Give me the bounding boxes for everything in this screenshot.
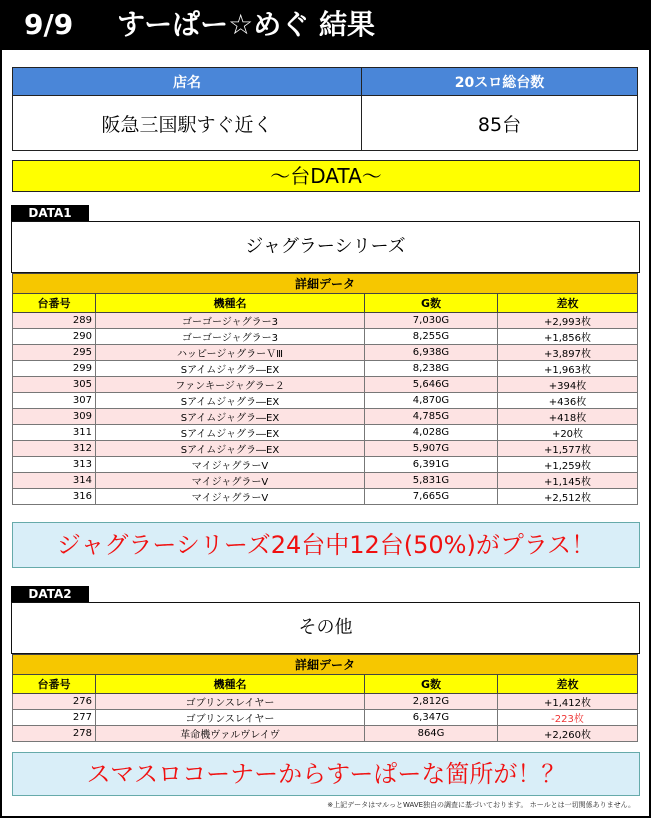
disclaimer-note: ※上記データはマルっとWAVE独自の調査に基づいております。 ホールとは一切関係ありません。: [327, 801, 635, 809]
column-header-machine: 機種名: [96, 294, 365, 313]
machine-name: マイジャグラーV: [96, 457, 365, 473]
machine-name: マイジャグラーV: [96, 489, 365, 505]
game-count: 864G: [365, 726, 498, 742]
table-row: [13, 409, 638, 425]
game-count: 8,238G: [365, 361, 498, 377]
table-row: [13, 425, 638, 441]
coin-difference: +1,412枚: [498, 694, 638, 710]
machine-number: 277: [13, 710, 96, 726]
coin-difference: +3,897枚: [498, 345, 638, 361]
table-row: [13, 393, 638, 409]
data-banner: ～台DATA～: [12, 160, 640, 192]
machine-number: 276: [13, 694, 96, 710]
machine-count-header: 20スロ総台数: [362, 68, 638, 96]
coin-difference: +2,260枚: [498, 726, 638, 742]
machine-name: Sアイムジャグラ―EX: [96, 441, 365, 457]
coin-difference: +2,512枚: [498, 489, 638, 505]
column-header-difference: 差枚: [498, 675, 638, 694]
machine-count: 85台: [362, 96, 638, 151]
store-name-header: 店名: [13, 68, 362, 96]
data1-caption: 詳細データ: [13, 274, 638, 294]
game-count: 4,028G: [365, 425, 498, 441]
machine-name: ゴーゴージャグラー3: [96, 313, 365, 329]
data2-detail-table: [12, 654, 638, 742]
coin-difference: +1,963枚: [498, 361, 638, 377]
machine-number: 278: [13, 726, 96, 742]
machine-name: Sアイムジャグラ―EX: [96, 393, 365, 409]
table-row: [13, 726, 638, 742]
table-row: [13, 345, 638, 361]
store-info-table: [12, 67, 638, 151]
machine-number: 316: [13, 489, 96, 505]
machine-number: 313: [13, 457, 96, 473]
data1-rows: [13, 313, 638, 505]
table-row: [13, 694, 638, 710]
machine-name: Sアイムジャグラ―EX: [96, 361, 365, 377]
machine-name: 革命機ヴァルヴレイヴ: [96, 726, 365, 742]
table-row: [13, 313, 638, 329]
game-count: 5,646G: [365, 377, 498, 393]
coin-difference: +1,259枚: [498, 457, 638, 473]
machine-name: ハッピージャグラーＶⅢ: [96, 345, 365, 361]
column-header-games: G数: [365, 294, 498, 313]
table-row: [13, 377, 638, 393]
column-header-machine: 機種名: [96, 675, 365, 694]
title-date: 9/9: [24, 8, 74, 41]
game-count: 6,391G: [365, 457, 498, 473]
table-row: [13, 329, 638, 345]
machine-name: ゴーゴージャグラー3: [96, 329, 365, 345]
machine-name: ファンキージャグラー２: [96, 377, 365, 393]
game-count: 8,255G: [365, 329, 498, 345]
game-count: 4,870G: [365, 393, 498, 409]
machine-number: 312: [13, 441, 96, 457]
coin-difference: +2,993枚: [498, 313, 638, 329]
table-row: [13, 361, 638, 377]
machine-number: 311: [13, 425, 96, 441]
data2-series-title: その他: [11, 602, 640, 654]
game-count: 4,785G: [365, 409, 498, 425]
machine-number: 295: [13, 345, 96, 361]
table-row: [13, 489, 638, 505]
coin-difference: +1,577枚: [498, 441, 638, 457]
machine-number: 299: [13, 361, 96, 377]
machine-name: Sアイムジャグラ―EX: [96, 409, 365, 425]
data2-tag: DATA2: [11, 586, 89, 602]
data2-caption: 詳細データ: [13, 655, 638, 675]
table-row: [13, 473, 638, 489]
title-name: すーぱー☆めぐ 結果: [116, 8, 375, 41]
data1-result: ジャグラーシリーズ24台中12台(50%)がプラス！: [12, 522, 640, 568]
store-name: 阪急三国駅すぐ近く: [13, 96, 362, 151]
machine-number: 307: [13, 393, 96, 409]
column-header-difference: 差枚: [498, 294, 638, 313]
column-header-number: 台番号: [13, 294, 96, 313]
data1-tag: DATA1: [11, 205, 89, 221]
coin-difference: +394枚: [498, 377, 638, 393]
machine-number: 305: [13, 377, 96, 393]
coin-difference: -223枚: [498, 710, 638, 726]
machine-name: ゴブリンスレイヤー: [96, 694, 365, 710]
table-row: [13, 710, 638, 726]
data2-result: スマスロコーナーからすーぱーな箇所が！？: [12, 752, 640, 796]
machine-name: ゴブリンスレイヤー: [96, 710, 365, 726]
page-title: [0, 0, 651, 50]
machine-name: マイジャグラーV: [96, 473, 365, 489]
table-row: [13, 457, 638, 473]
coin-difference: +436枚: [498, 393, 638, 409]
machine-number: 290: [13, 329, 96, 345]
machine-name: Sアイムジャグラ―EX: [96, 425, 365, 441]
data1-detail-table: [12, 273, 638, 505]
game-count: 7,030G: [365, 313, 498, 329]
table-row: [13, 441, 638, 457]
game-count: 6,347G: [365, 710, 498, 726]
game-count: 5,907G: [365, 441, 498, 457]
data1-series-title: ジャグラーシリーズ: [11, 221, 640, 273]
coin-difference: +418枚: [498, 409, 638, 425]
machine-number: 309: [13, 409, 96, 425]
column-header-number: 台番号: [13, 675, 96, 694]
column-header-games: G数: [365, 675, 498, 694]
machine-number: 289: [13, 313, 96, 329]
game-count: 2,812G: [365, 694, 498, 710]
game-count: 5,831G: [365, 473, 498, 489]
coin-difference: +1,145枚: [498, 473, 638, 489]
game-count: 7,665G: [365, 489, 498, 505]
data2-rows: [13, 694, 638, 742]
machine-number: 314: [13, 473, 96, 489]
coin-difference: +1,856枚: [498, 329, 638, 345]
game-count: 6,938G: [365, 345, 498, 361]
coin-difference: +20枚: [498, 425, 638, 441]
